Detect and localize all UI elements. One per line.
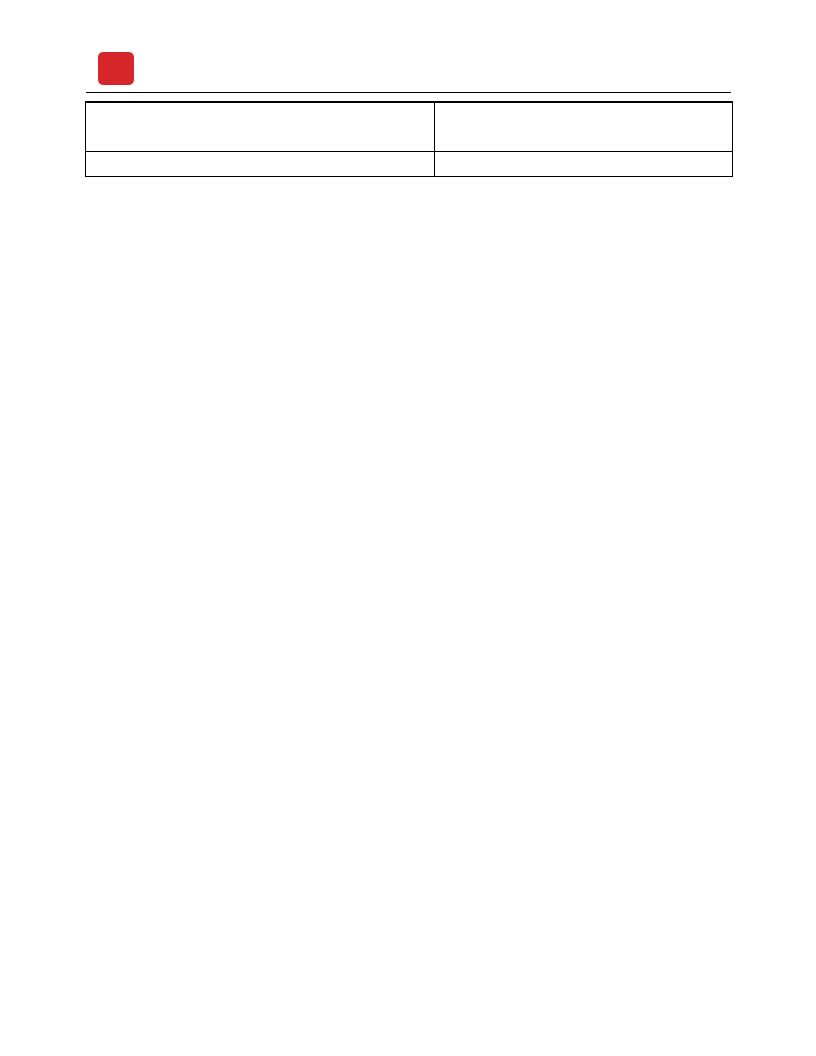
header-divider: [86, 92, 731, 93]
response-format-command: [89, 127, 431, 151]
response-sample-cell: [435, 103, 733, 152]
response-format-cell: [86, 103, 435, 152]
notice-cell: [86, 151, 435, 176]
notice-empty-cell: [435, 151, 733, 176]
notice-label: [89, 152, 431, 176]
thinkrace-logo: [98, 52, 134, 85]
protocol-table: [85, 101, 733, 177]
response-sample-title: [438, 103, 729, 131]
response-format-title: [89, 103, 431, 127]
